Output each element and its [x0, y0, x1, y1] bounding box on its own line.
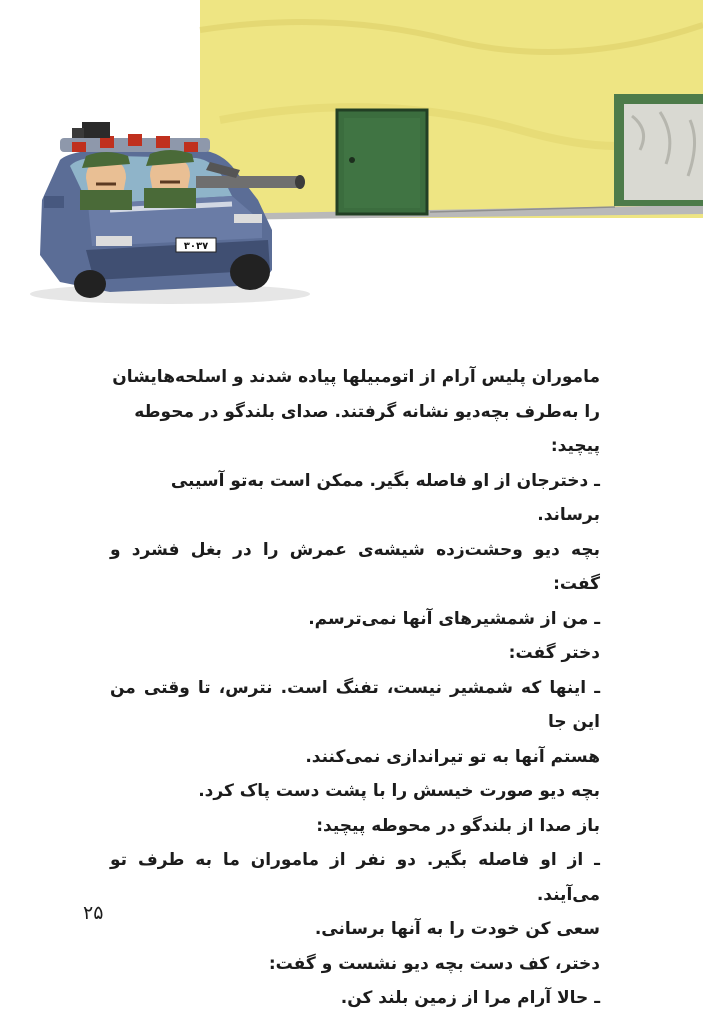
story-line: هستم آنها به تو تیراندازی نمی‌کنند. — [305, 746, 600, 767]
story-line: بچه دیو صورت خیسش را با پشت دست پاک کرد. — [198, 781, 600, 801]
story-line: پیچید: — [550, 436, 600, 456]
story-line: دختر، کف دست بچه دیو نشست و گفت: — [268, 953, 600, 974]
story-line: باز صدا از بلندگو در محوطه پیچید: — [316, 815, 600, 836]
story-line: ـ دخترجان از او فاصله بگیر. ممکن است به‌تو آسیبی — [170, 470, 600, 491]
police-car-illustration — [0, 0, 703, 320]
story-line: سعی کن خودت را به آنها برسانی. — [314, 919, 600, 939]
story-line: ـ از او فاصله بگیر. دو نفر از ماموران ما به طرف تو می‌آیند. — [110, 850, 600, 905]
officer-left — [80, 152, 132, 210]
story-line: ـ من از شمشیرهای آنها نمی‌ترسم. — [308, 608, 600, 629]
officer-right — [144, 150, 196, 208]
story-line: را به‌طرف بچه‌دیو نشانه گرفتند. صدای بلندگو در محوطه — [134, 401, 600, 422]
story-line: برساند. — [537, 505, 600, 525]
story-line: دختر گفت: — [508, 643, 600, 663]
story-line: ـ حالا آرام مرا از زمین بلند کن. — [340, 988, 600, 1008]
story-text — [110, 360, 600, 1016]
siren-light — [72, 142, 86, 152]
story-line: بچه دیو وحشت‌زده شیشه‌ی عمرش را در بغل فشرد و گفت: — [110, 539, 600, 594]
siren-light — [184, 142, 198, 152]
door-knob — [349, 157, 355, 163]
story-line: ماموران پلیس آرام از اتومبیلها پیاده شدند و اسلحه‌هایشان — [112, 367, 600, 387]
loudspeaker — [82, 122, 110, 138]
license-plate-text: ٣٠٣٧ — [183, 241, 209, 252]
page-number: ۲۵ — [83, 902, 104, 924]
siren-light — [156, 136, 170, 148]
story-line: ـ اینها که شمشیر نیست، تفنگ است. نترس، تا وقتی من این جا — [110, 677, 600, 732]
siren-light — [128, 134, 142, 146]
